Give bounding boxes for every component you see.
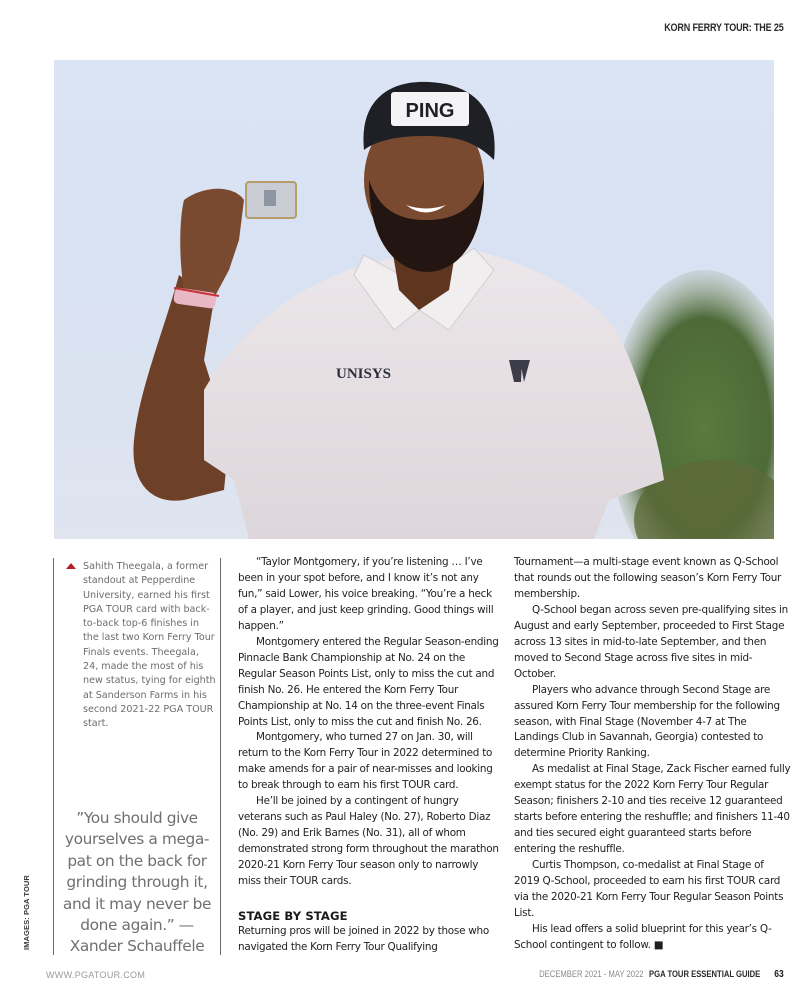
article-column-2 xyxy=(514,555,792,954)
footer-website: WWW.PGATOUR.COM xyxy=(46,970,146,980)
sidebar xyxy=(53,558,221,955)
paragraph: Tournament—a multi-stage event known as Q-School that rounds out the following season’s Korn Ferry Tour membership. xyxy=(514,556,782,600)
paragraph: As medalist at Final Stage, Zack Fischer earned fully exempt status for the 2022 Korn Ferry Tour Regular Season; finishers 2-10 and ties receive 12 guaranteed starts before entering the reshuffle; and finishers 11-40 and ties secured eight guaranteed starts before entering the reshuffle. xyxy=(514,763,791,856)
paragraph: He’ll be joined by a contingent of hungry veterans such as Paul Haley (No. 27), Roberto Diaz (No. 29) and Erik Barnes (No. 31), all of whom demonstrated strong form throughout the marathon 2020-21 Korn Ferry Tour season only to narrowly miss their TOUR cards. xyxy=(238,795,499,888)
paragraph: Montgomery, who turned 27 on Jan. 30, will return to the Korn Ferry Tour in 2022 determined to make amends for a pair of near-misses and looking to break through to earn his first TOUR card. xyxy=(238,731,493,792)
footer-folio xyxy=(539,969,784,980)
shirt-logo-text: UNISYS xyxy=(336,366,392,382)
caption-text: Sahith Theegala, a former standout at Pepperdine University, earned his first PGA TOUR card with back-to-back top-6 finishes in the last two Korn Ferry Tour Finals events. Theegala, 24, made the most of his new status, tying for eighth at Sanderson Farms in his second 2021-22 PGA TOUR start. xyxy=(83,561,216,730)
golfer-illustration xyxy=(54,60,774,539)
hero-photo xyxy=(54,60,774,539)
paragraph: “Taylor Montgomery, if you’re listening … I’ve been in your spot before, and I know it’s not any fun,” said Lower, his voice breaking. “You’re a heck of a player, and just keep grinding. Good things will happen.” xyxy=(238,556,494,632)
article-column-1 xyxy=(238,555,500,956)
running-head: KORN FERRY TOUR: THE 25 xyxy=(664,22,784,34)
paragraph: Players who advance through Second Stage are assured Korn Ferry Tour membership for the following season, with Final Stage (November 4-7 at The Landings Club in Savannah, Georgia) contested to determine Priority Ranking. xyxy=(514,683,780,760)
paragraph: Curtis Thompson, co-medalist at Final Stage of 2019 Q-School, proceeded to earn his first TOUR card via the 2020-21 Korn Ferry Tour Regular Season Points List. xyxy=(514,859,784,919)
photo-caption xyxy=(66,560,216,732)
footer-dates: DECEMBER 2021 - MAY 2022 xyxy=(539,969,644,979)
paragraph: His lead offers a solid blueprint for this year’s Q-School contingent to follow. ■ xyxy=(514,922,772,951)
paragraph: Q-School began across seven pre-qualifying sites in August and early September, proceeded to First Stage across 13 sites in mid-to-late September, and then moved to Second Stage across five sites in mid-October. xyxy=(514,603,789,680)
caption-pointer-icon xyxy=(66,563,76,569)
photo-credit: IMAGES: PGA TOUR xyxy=(22,875,31,950)
cap-logo-text: PING xyxy=(405,100,455,122)
footer-publication: PGA TOUR ESSENTIAL GUIDE xyxy=(649,969,761,979)
page-number: 63 xyxy=(774,969,784,980)
section-subhead: STAGE BY STAGE xyxy=(238,909,348,924)
paragraph: Returning pros will be joined in 2022 by those who navigated the Korn Ferry Tour Qualifying xyxy=(238,925,489,953)
pull-quote: ”You should give yourselves a mega-pat on the back for grinding through it, and it may never be done again.” — Xander Schauffele xyxy=(62,809,212,956)
paragraph: Montgomery entered the Regular Season-ending Pinnacle Bank Championship at No. 24 on the Regular Season Points List, only to miss the cut and finish No. 26. He entered the Korn Ferry Tour Championship at No. 14 on the three-event Finals Points List, only to miss the cut and finish No. 26. xyxy=(238,635,499,728)
